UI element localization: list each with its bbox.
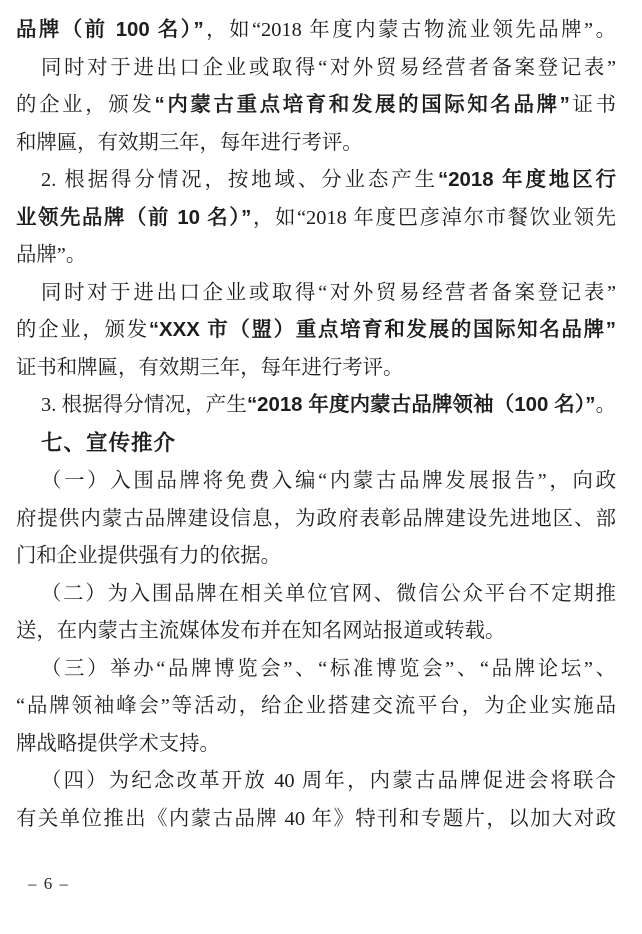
text-segment: （一）入围品牌将免费入编“内蒙古品牌发展报告”，向政 [41,470,616,492]
text-line [16,350,616,388]
text-line [16,87,616,125]
text-segment: 牌战略提供学术支持。 [16,732,220,755]
text-segment: （二）为入围品牌在相关单位官网、微信公众平台不定期推 [41,582,616,605]
text-segment: 和牌匾，有效期三年，每年进行考评。 [16,131,363,154]
text-segment: 的企业，颁发 [16,319,149,341]
text-line [16,162,616,200]
text-line [16,12,616,50]
text-segment: 证书 [569,94,617,116]
text-segment: “2018 年度内蒙古品牌领袖（100 名）” [246,394,596,416]
text-line [16,237,616,275]
text-segment: 送，在内蒙古主流媒体发布并在知名网站报道或转载。 [16,620,506,642]
text-segment: “内蒙古重点培育和发展的国际知名品牌” [154,94,570,116]
text-segment: （四）为纪念改革开放 40 周年，内蒙古品牌促进会将联合 [41,770,616,792]
text-segment: “品牌领袖峰会”等活动，给企业搭建交流平台，为企业实施品 [16,695,616,717]
text-segment: 。 [595,394,617,416]
text-segment: ，如“2018 年度巴彦淖尔市餐饮业领先 [251,206,616,229]
text-segment: ，如“2018 年度内蒙古物流业领先品牌”。 [203,19,616,41]
text-segment: 3. 根据得分情况，产生 [41,394,247,416]
text-segment: 七、宣传推介 [41,430,177,455]
page-number: – 6 – [28,874,70,893]
text-segment: 同时对于进出口企业或取得“对外贸易经营者备案登记表” [41,56,616,79]
section-heading [16,425,616,464]
text-line [16,763,616,801]
text-line [16,275,616,313]
text-segment: “XXX 市（盟）重点培育和发展的国际知名品牌” [148,319,617,341]
text-line [16,501,616,539]
text-line [16,387,616,425]
text-line [16,538,616,576]
text-line [16,50,616,88]
text-segment: 府提供内蒙古品牌建设信息，为政府表彰品牌建设先进地区、部 [16,507,616,530]
text-segment: 同时对于进出口企业或取得“对外贸易经营者备案登记表” [41,281,616,304]
text-line [16,801,616,839]
text-line [16,726,616,764]
text-segment: 业领先品牌（前 10 名）” [16,206,252,229]
text-segment: 证书和牌匾，有效期三年，每年进行考评。 [16,356,404,379]
text-line [16,576,616,614]
text-segment: 品牌”。 [16,244,87,266]
text-segment: 2. 根据得分情况，按地域、分业态产生 [41,169,438,191]
text-line [16,651,616,689]
text-segment: （三）举办“品牌博览会”、“标准博览会”、“品牌论坛”、 [41,657,616,680]
text-line [16,613,616,651]
text-line [16,688,616,726]
text-line [16,200,616,238]
text-segment: 有关单位推出《内蒙古品牌 40 年》特刊和专题片，以加大对政 [16,807,616,830]
text-line [16,125,616,163]
text-segment: 门和企业提供强有力的依据。 [16,545,282,567]
text-segment: 品牌（前 100 名）” [16,19,204,41]
body-text [16,0,616,838]
text-line [16,463,616,501]
text-line [16,312,616,350]
text-segment: “2018 年度地区行 [438,169,616,191]
text-segment: 的企业，颁发 [16,94,155,116]
